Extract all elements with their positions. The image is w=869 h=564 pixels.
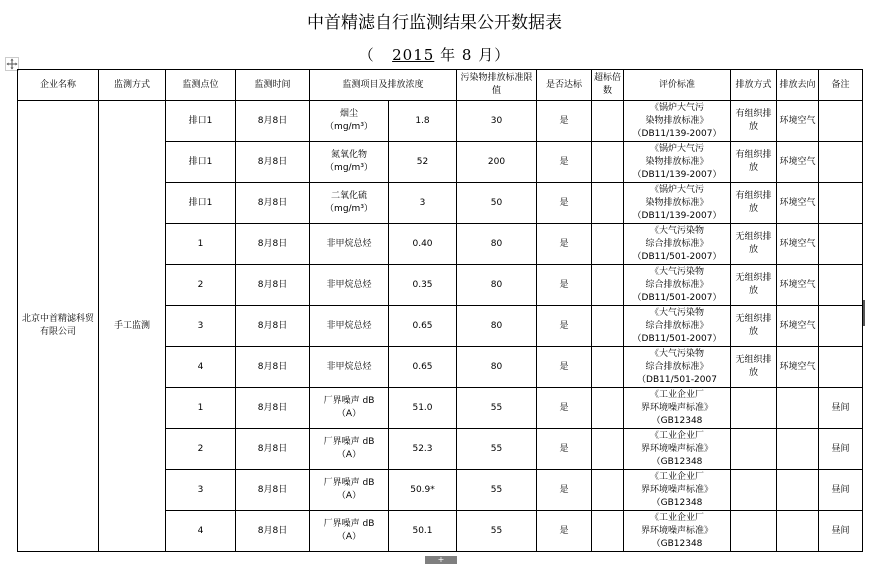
exceed-multiple <box>592 101 624 142</box>
standard-line-1: 《锅炉大气污 <box>650 143 705 154</box>
item-name: 氮氧化物 <box>330 150 367 160</box>
remark <box>819 306 863 347</box>
monitoring-point: 排口1 <box>166 142 236 183</box>
standard-line-1: 《锅炉大气污 <box>650 184 705 195</box>
monitoring-time: 8月8日 <box>236 470 310 511</box>
remark: 昼间 <box>819 511 863 552</box>
monitoring-point: 4 <box>166 511 236 552</box>
evaluation-standard <box>624 224 731 265</box>
emission-value: 52.3 <box>389 429 457 470</box>
col-standard: 评价标准 <box>624 70 731 101</box>
exceed-multiple <box>592 470 624 511</box>
compliance-flag: 是 <box>537 511 592 552</box>
limit-value: 80 <box>457 224 537 265</box>
monitoring-point: 4 <box>166 347 236 388</box>
standard-line-2: 综合排放标准》 <box>645 279 709 290</box>
evaluation-standard <box>624 388 731 429</box>
monitoring-point: 1 <box>166 388 236 429</box>
standard-line-2: 界环境噪声标准》 <box>641 443 714 454</box>
monitoring-point: 1 <box>166 224 236 265</box>
evaluation-standard <box>624 101 731 142</box>
remark <box>819 101 863 142</box>
standard-line-1: 《大气污染物 <box>650 225 705 236</box>
scrollbar-thumb[interactable] <box>863 300 865 326</box>
emission-value: 0.65 <box>389 347 457 388</box>
discharge-destination: 环境空气 <box>777 224 819 265</box>
exceed-multiple <box>592 347 624 388</box>
monitoring-item <box>310 388 389 429</box>
standard-line-3: （DB11/501-2007） <box>632 333 722 344</box>
monitoring-point: 3 <box>166 306 236 347</box>
item-name: 非甲烷总烃 <box>326 361 372 372</box>
remark <box>819 265 863 306</box>
evaluation-standard <box>624 142 731 183</box>
monitoring-time: 8月8日 <box>236 388 310 429</box>
monitoring-time: 8月8日 <box>236 142 310 183</box>
standard-line-3: （GB12348 <box>651 415 703 426</box>
standard-line-1: 《工业企业厂 <box>650 512 705 523</box>
discharge-mode: 有组织排放 <box>731 183 777 224</box>
item-name: 厂界噪声 dB <box>323 519 375 529</box>
exceed-multiple <box>592 265 624 306</box>
limit-value: 55 <box>457 511 537 552</box>
discharge-destination: 环境空气 <box>777 142 819 183</box>
monitoring-time: 8月8日 <box>236 183 310 224</box>
standard-line-1: 《大气污染物 <box>650 266 705 277</box>
evaluation-standard <box>624 470 731 511</box>
standard-line-1: 《工业企业厂 <box>650 471 705 482</box>
discharge-mode: 无组织排放 <box>731 224 777 265</box>
emission-value: 1.8 <box>389 101 457 142</box>
item-name: 非甲烷总烃 <box>326 279 372 290</box>
monitoring-item <box>310 183 389 224</box>
col-item: 监测项目及排放浓度 <box>310 70 457 101</box>
compliance-flag: 是 <box>537 183 592 224</box>
col-company: 企业名称 <box>18 70 99 101</box>
page-title: 中首精滤自行监测结果公开数据表 <box>307 13 562 33</box>
col-over: 超标倍数 <box>592 70 624 101</box>
standard-line-2: 染物排放标准》 <box>645 115 709 126</box>
remark: 昼间 <box>819 429 863 470</box>
item-unit: （A） <box>336 409 362 419</box>
discharge-mode: 无组织排放 <box>731 265 777 306</box>
compliance-flag: 是 <box>537 347 592 388</box>
standard-line-2: 染物排放标准》 <box>645 156 709 167</box>
remark <box>819 142 863 183</box>
discharge-mode <box>731 388 777 429</box>
limit-value: 80 <box>457 265 537 306</box>
item-unit: （A） <box>336 532 362 542</box>
evaluation-standard <box>624 429 731 470</box>
limit-value: 50 <box>457 183 537 224</box>
remark: 昼间 <box>819 388 863 429</box>
limit-value: 30 <box>457 101 537 142</box>
monitoring-time: 8月8日 <box>236 429 310 470</box>
discharge-destination: 环境空气 <box>777 101 819 142</box>
limit-value: 80 <box>457 306 537 347</box>
compliance-flag: 是 <box>537 306 592 347</box>
standard-line-2: 染物排放标准》 <box>645 197 709 208</box>
monitoring-point: 3 <box>166 470 236 511</box>
standard-line-2: 界环境噪声标准》 <box>641 525 714 536</box>
period-year-unit: 年 <box>440 46 457 64</box>
monitoring-results-table <box>17 69 863 552</box>
emission-value: 52 <box>389 142 457 183</box>
monitoring-item <box>310 306 389 347</box>
limit-value: 80 <box>457 347 537 388</box>
monitoring-item <box>310 429 389 470</box>
monitoring-item <box>310 101 389 142</box>
item-unit: （mg/m³） <box>325 204 373 214</box>
col-destination: 排放去向 <box>777 70 819 101</box>
discharge-mode: 有组织排放 <box>731 101 777 142</box>
standard-line-2: 界环境噪声标准》 <box>641 402 714 413</box>
emission-value: 0.65 <box>389 306 457 347</box>
col-limit: 污染物排放标准限值 <box>457 70 537 101</box>
exceed-multiple <box>592 183 624 224</box>
discharge-destination: 环境空气 <box>777 265 819 306</box>
period-year: 2015 <box>392 46 435 64</box>
limit-value: 200 <box>457 142 537 183</box>
standard-line-3: （DB11/139-2007） <box>632 169 722 180</box>
exceed-multiple <box>592 306 624 347</box>
header-row <box>18 70 863 101</box>
exceed-multiple <box>592 142 624 183</box>
discharge-destination: 环境空气 <box>777 306 819 347</box>
exceed-multiple <box>592 224 624 265</box>
monitoring-item <box>310 142 389 183</box>
discharge-destination: 环境空气 <box>777 347 819 388</box>
compliance-flag: 是 <box>537 470 592 511</box>
item-name: 厂界噪声 dB <box>323 437 375 447</box>
standard-line-1: 《工业企业厂 <box>650 430 705 441</box>
discharge-mode <box>731 429 777 470</box>
discharge-destination <box>777 429 819 470</box>
discharge-destination <box>777 511 819 552</box>
compliance-flag: 是 <box>537 429 592 470</box>
monitoring-time: 8月8日 <box>236 101 310 142</box>
col-discharge: 排放方式 <box>731 70 777 101</box>
discharge-destination <box>777 388 819 429</box>
discharge-mode: 无组织排放 <box>731 306 777 347</box>
standard-line-3: （DB11/139-2007） <box>632 210 722 221</box>
standard-line-3: （GB12348 <box>651 497 703 508</box>
evaluation-standard <box>624 347 731 388</box>
discharge-mode: 有组织排放 <box>731 142 777 183</box>
monitoring-item <box>310 224 389 265</box>
item-unit: （mg/m³） <box>325 122 373 132</box>
add-sheet-button[interactable]: + <box>425 556 457 564</box>
period-open: （ <box>358 46 375 64</box>
report-period <box>0 44 869 65</box>
standard-line-1: 《锅炉大气污 <box>650 102 705 113</box>
table-row <box>18 101 863 142</box>
discharge-mode: 无组织排放 <box>731 347 777 388</box>
exceed-multiple <box>592 429 624 470</box>
emission-value: 0.35 <box>389 265 457 306</box>
compliance-flag: 是 <box>537 101 592 142</box>
compliance-flag: 是 <box>537 265 592 306</box>
monitoring-time: 8月8日 <box>236 306 310 347</box>
exceed-multiple <box>592 511 624 552</box>
standard-line-2: 综合排放标准》 <box>645 238 709 249</box>
col-method: 监测方式 <box>99 70 166 101</box>
company-name: 北京中首精滤科贸有限公司 <box>18 101 99 552</box>
emission-value: 0.40 <box>389 224 457 265</box>
monitoring-point: 排口1 <box>166 101 236 142</box>
item-unit: （A） <box>336 491 362 501</box>
discharge-destination <box>777 470 819 511</box>
col-point: 监测点位 <box>166 70 236 101</box>
emission-value: 3 <box>389 183 457 224</box>
standard-line-2: 综合排放标准》 <box>645 361 709 372</box>
evaluation-standard <box>624 265 731 306</box>
monitoring-time: 8月8日 <box>236 511 310 552</box>
monitoring-time: 8月8日 <box>236 224 310 265</box>
standard-line-1: 《大气污染物 <box>650 348 705 359</box>
discharge-mode <box>731 470 777 511</box>
standard-line-3: （DB11/501-2007） <box>632 292 722 303</box>
item-name: 烟尘 <box>339 109 358 119</box>
item-name: 非甲烷总烃 <box>326 320 372 331</box>
period-month: 8 <box>461 46 473 64</box>
standard-line-3: （DB11/139-2007） <box>632 128 722 139</box>
item-name: 非甲烷总烃 <box>326 238 372 249</box>
discharge-destination: 环境空气 <box>777 183 819 224</box>
monitoring-time: 8月8日 <box>236 265 310 306</box>
standard-line-3: （GB12348 <box>651 456 703 467</box>
monitoring-item <box>310 470 389 511</box>
monitoring-item <box>310 511 389 552</box>
compliance-flag: 是 <box>537 142 592 183</box>
monitoring-point: 2 <box>166 265 236 306</box>
remark <box>819 347 863 388</box>
standard-line-2: 综合排放标准》 <box>645 320 709 331</box>
monitoring-time: 8月8日 <box>236 347 310 388</box>
compliance-flag: 是 <box>537 224 592 265</box>
limit-value: 55 <box>457 429 537 470</box>
monitoring-point: 排口1 <box>166 183 236 224</box>
standard-line-2: 界环境噪声标准》 <box>641 484 714 495</box>
limit-value: 55 <box>457 470 537 511</box>
item-name: 二氧化硫 <box>330 191 367 201</box>
period-month-unit: 月） <box>478 46 511 64</box>
standard-line-3: （GB12348 <box>651 538 703 549</box>
compliance-flag: 是 <box>537 388 592 429</box>
limit-value: 55 <box>457 388 537 429</box>
emission-value: 50.1 <box>389 511 457 552</box>
discharge-mode <box>731 511 777 552</box>
monitoring-item <box>310 347 389 388</box>
remark: 昼间 <box>819 470 863 511</box>
item-name: 厂界噪声 dB <box>323 478 375 488</box>
remark <box>819 183 863 224</box>
standard-line-1: 《工业企业厂 <box>650 389 705 400</box>
standard-line-1: 《大气污染物 <box>650 307 705 318</box>
remark <box>819 224 863 265</box>
exceed-multiple <box>592 388 624 429</box>
emission-value: 50.9* <box>389 470 457 511</box>
emission-value: 51.0 <box>389 388 457 429</box>
evaluation-standard <box>624 306 731 347</box>
monitoring-method: 手工监测 <box>99 101 166 552</box>
standard-line-3: （DB11/501-2007） <box>632 251 722 262</box>
monitoring-item <box>310 265 389 306</box>
item-name: 厂界噪声 dB <box>323 396 375 406</box>
col-ok: 是否达标 <box>537 70 592 101</box>
item-unit: （A） <box>336 450 362 460</box>
col-note: 备注 <box>819 70 863 101</box>
monitoring-point: 2 <box>166 429 236 470</box>
evaluation-standard <box>624 183 731 224</box>
evaluation-standard <box>624 511 731 552</box>
item-unit: （mg/m³） <box>325 163 373 173</box>
col-time: 监测时间 <box>236 70 310 101</box>
standard-line-3: （DB11/501-2007 <box>637 374 717 385</box>
